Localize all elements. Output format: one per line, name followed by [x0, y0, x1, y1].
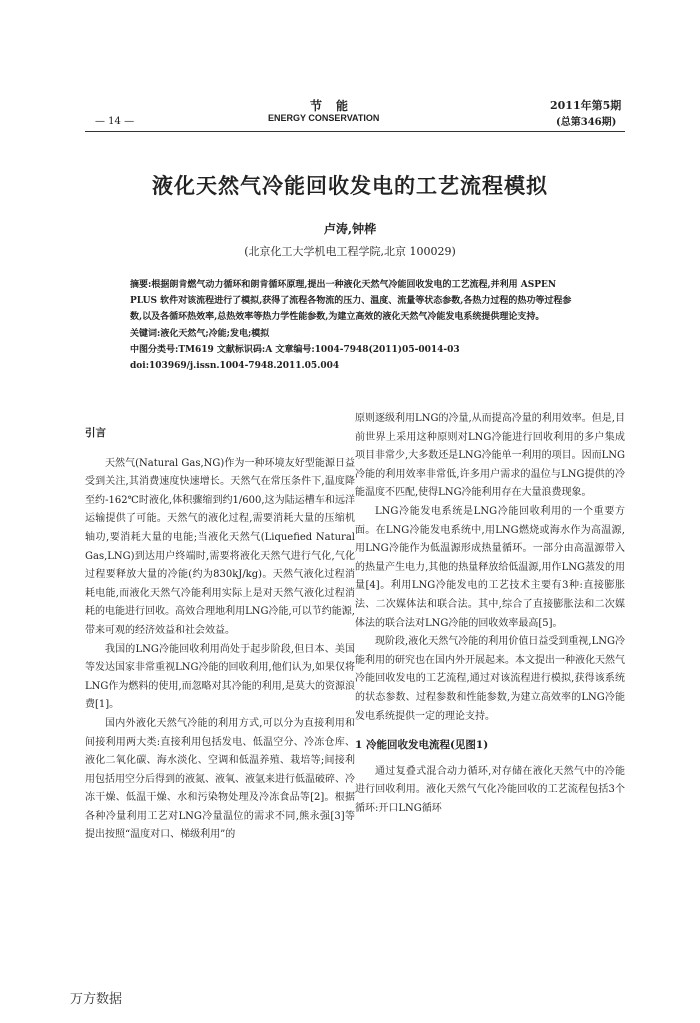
right-paragraph-2: LNG冷能发电系统是LNG冷能回收利用的一个重要方面。在LNG冷能发电系统中,用LNG燃烧或海水作为高温源,用LNG冷能作为低温源形成热量循环。一部分由高温源带入的热量产生电力,其他的热量释放给低温源,用作LNG蒸发的用量[4]。利用LNG冷能发电的工艺技术主要有3种:直接膨胀法、二次媒体法和联合法。其中,综合了直接膨胀法和二次媒体法的联合法对LNG冷能的回收效率最高[5]。: [355, 505, 625, 629]
issue-label: 2011年第5期: [550, 99, 622, 112]
watermark-text: 万方数据: [70, 992, 123, 1007]
total-issue-label: (总第346期): [556, 117, 617, 128]
abstract-text: 摘要:根据朗肯燃气动力循环和朗肯循环原理,提出一种液化天然气冷能回收发电的工艺流程,并利用 ASPEN PLUS 软件对该流程进行了模拟,获得了流程各物流的压力、温度、流量等状态参数,各热力过程的热功等过程参数,以及各循环热效率,总热效率等热力学性能参数,为建立高效的液化天然气冷能发电系统提供理论支持。: [130, 280, 572, 323]
article-title: 液化天然气冷能回收发电的工艺流程模拟: [152, 173, 548, 198]
keywords-text: 关键词:液化天然气;冷能;发电;模拟: [130, 328, 270, 339]
classification-text: 中图分类号:TM619 文献标识码:A 文章编号:1004-7948(2011)05-0014-03: [130, 344, 460, 355]
section1-heading: 1 冷能回收发电流程(见图1): [355, 739, 489, 752]
left-column: [85, 424, 355, 845]
journal-name-en: ENERGY CONSERVATION: [268, 113, 380, 123]
intro-heading: 引言: [85, 427, 106, 439]
right-paragraph-1: 原则逐级利用LNG的冷量,从而提高冷量的利用效率。但是,目前世界上采用这种原则对LNG冷能进行回收利用的多户集成项目非常少,大多数还是LNG冷能单一利用的项目。因而LNG冷能的利用效率非常低,许多用户需求的温位与LNG提供的冷能温度不匹配,使得LNG冷能利用存在大量浪费现象。: [355, 413, 625, 499]
journal-name-cn: 节能: [310, 99, 363, 113]
doi-text: doi:103969/j.issn.1004-7948.2011.05.004: [130, 361, 340, 372]
right-paragraph-3: 现阶段,液化天然气冷能的利用价值日益受到重视,LNG冷能利用的研究也在国内外开展起来。本文提出一种液化天然气冷能回收发电的工艺流程,通过对该流程进行模拟,获得该系统的状态参数、过程参数和性能参数,为建立高效率的LNG冷能发电系统提供一定的理论支持。: [355, 636, 625, 722]
article-authors: 卢涛,钟桦: [323, 222, 377, 236]
left-paragraph-2: 我国的LNG冷能回收利用尚处于起步阶段,但日本、美国等发达国家非常重视LNG冷能的回收利用,他们认为,如果仅将LNG作为燃料的使用,而忽略对其冷能的利用,是莫大的资源浪费[1]。: [85, 643, 355, 711]
left-paragraph-1: 天然气(Natural Gas,NG)作为一种环境友好型能源日益受到关注,其消费速度快速增长。天然气在常压条件下,温度降至约-162℃时液化,体积骤缩到约1/600,这为陆运槽车和远洋运输提供了可能。天然气的液化过程,需要消耗大量的压缩机轴功,要消耗大量的电能;当液化天然气(Liquefied Natural Gas,LNG)到达用户终端时,需要将液化天然气进行气化,气化过程要释放大量的冷能(约为830kJ/kg)。天然气液化过程消耗电能,而液化天然气冷能利用实际上是对天然气液化过程消耗的电能进行回收。高效合理地利用LNG冷能,可以节约能源,带来可观的经济效益和社会效益。: [85, 457, 355, 636]
article-affiliation: (北京化工大学机电工程学院,北京 100029): [244, 245, 456, 258]
abstract-block: [130, 277, 575, 374]
page-number: — 14 —: [95, 116, 135, 127]
section1-paragraph: 通过复叠式混合动力循环,对存储在液化天然气中的冷能进行回收利用。液化天然气气化冷能回收的工艺流程包括3个循环:开口LNG循环: [355, 765, 625, 814]
right-column: [355, 410, 625, 818]
left-paragraph-3: 国内外液化天然气冷能的利用方式,可以分为直接利用和间接利用两大类:直接利用包括发电、低温空分、冷冻仓库、液化二氧化碳、海水淡化、空调和低温养殖、栽培等;间接利用包括用空分后得到的液氮、液氧、液氩来进行低温破碎、冷冻干燥、低温干燥、水和污染物处理及冷冻食品等[2]。根据各种冷量利用工艺对LNG冷量温位的需求不同,熊永强[3]等提出按照“温度对口、梯级利用”的: [85, 717, 355, 841]
header-divider: [85, 131, 625, 132]
